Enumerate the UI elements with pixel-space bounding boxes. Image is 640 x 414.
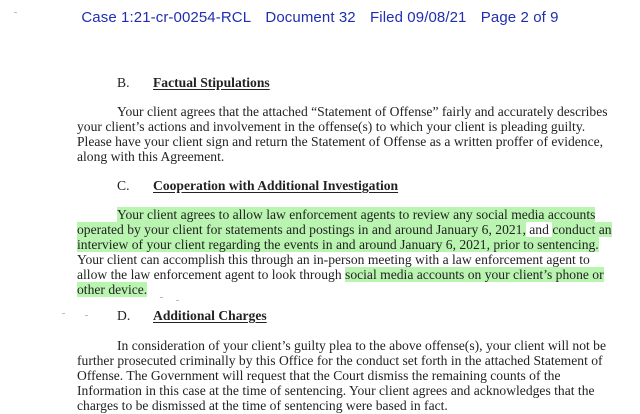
scan-artifact [85,315,88,316]
case-number: Case 1:21-cr-00254-RCL [81,9,252,26]
paragraph-line: Offense. The Government will request that the Court dismiss the remaining counts of the [77,368,561,383]
scan-artifact [176,300,179,301]
paragraph-line: Your client agrees that the attached “Statement of Offense” fairly and accurately describes [117,104,608,119]
scan-artifact [62,313,65,314]
highlighted-text: conduct an [552,222,612,237]
highlighted-text: social media accounts on your client’s phone or [345,267,604,282]
highlighted-text: operated by your client for statements and postings in and around January 6, 2021, [77,222,526,237]
page-number: Page 2 of 9 [480,9,559,26]
paragraph-line [117,207,595,222]
paragraph-line: Your client can accomplish this through an in-person meeting with a law enforcement agent to [77,252,590,267]
paragraph-line: charges to be dismissed at the time of sentencing were based in fact. [77,398,448,413]
section-title: Cooperation with Additional Investigation [153,178,399,193]
paragraph-line: further prosecuted criminally by this Office for the conduct set forth in the attached Statement of [77,353,603,368]
paragraph-line: In consideration of your client’s guilty plea to the above offense(s), your client will not be [117,338,606,353]
plain-text: and [525,222,553,237]
paragraph-line [77,282,147,297]
section-title: Factual Stipulations [153,75,270,90]
paragraph-line: along with this Agreement. [77,149,225,164]
plain-text: allow the law enforcement agent to look through [77,267,346,282]
filed-date: Filed 09/08/21 [370,9,467,26]
highlighted-text: Your client agrees to allow law enforcement agents to review any social media accounts [117,207,596,222]
document-number: Document 32 [265,9,356,26]
paragraph-line [77,222,612,237]
highlighted-text: other device. [77,282,148,297]
scan-artifact [14,12,17,13]
paragraph-line [77,237,599,252]
paragraph-line: Information in this case at the time of sentencing. Your client agrees and acknowledges that the [77,383,595,398]
section-number: D. [117,308,131,323]
section-number: C. [117,178,130,193]
highlighted-text: interview of your client regarding the events in and around January 6, 2021, prior to sentencing. [77,237,599,252]
section-title: Additional Charges [153,308,267,323]
case-header [0,9,640,26]
paragraph-line: Please have your client sign and return the Statement of Offense as a written proffer of evidence, [77,134,604,149]
section-number: B. [117,75,130,90]
scan-artifact [160,297,163,298]
paragraph-line: your client’s actions and involvement in the offense(s) to which your client is pleading guilty. [77,119,586,134]
paragraph-line [77,267,604,282]
